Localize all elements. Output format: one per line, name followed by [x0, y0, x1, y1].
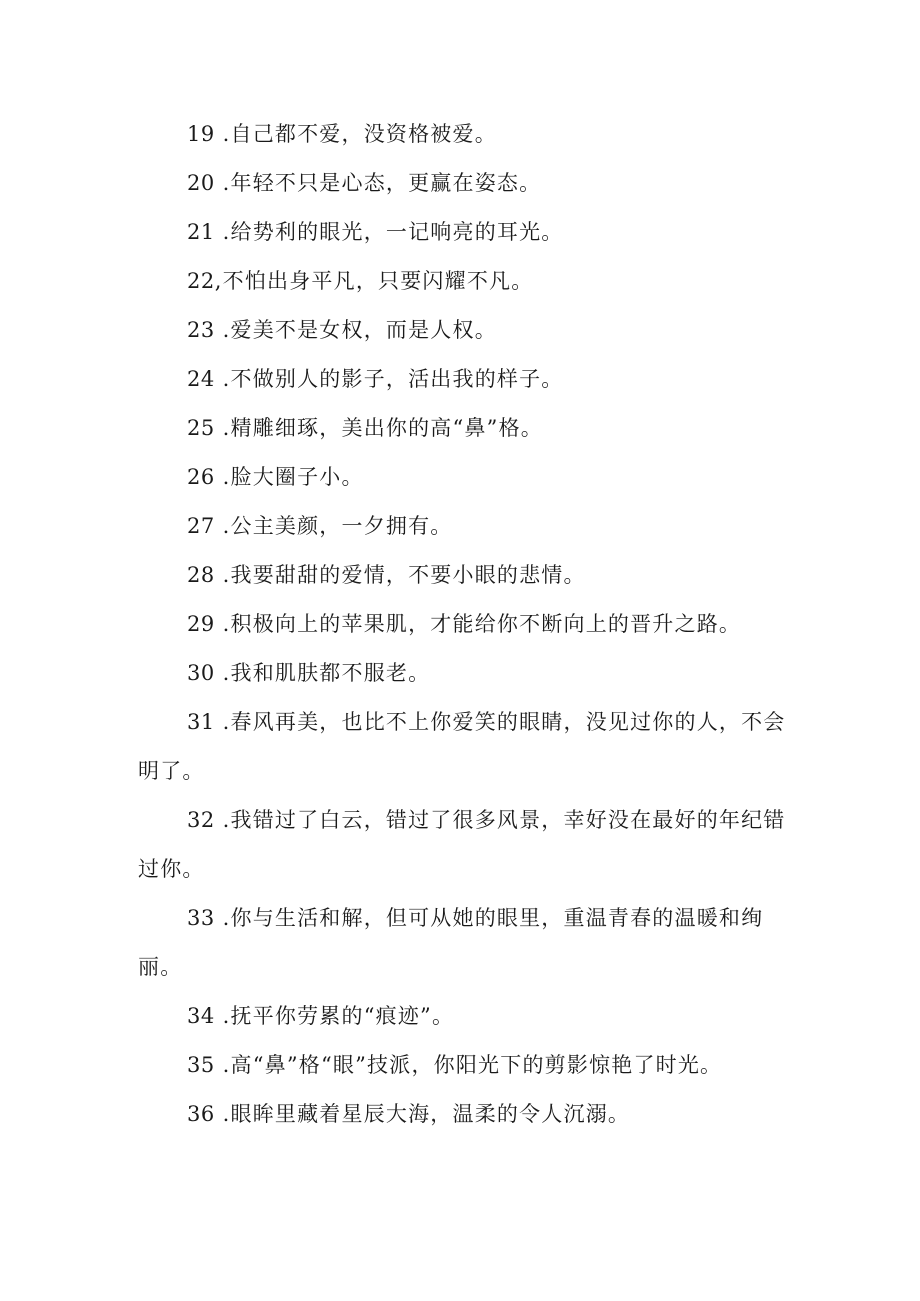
item-text: 年轻不只是心态，更赢在姿态。	[230, 171, 542, 195]
item-separator: .	[214, 563, 231, 587]
item-separator: .	[214, 220, 231, 244]
item-number: 22	[187, 269, 215, 293]
item-separator: .	[214, 612, 231, 636]
list-item	[0, 1090, 920, 1139]
item-separator: .	[214, 661, 231, 685]
item-number: 32	[187, 808, 215, 832]
item-text: 自己都不爱，没资格被爱。	[230, 122, 497, 146]
item-number: 35	[187, 1053, 215, 1077]
item-text: 眼眸里藏着星辰大海，温柔的令人沉溺。	[230, 1102, 631, 1126]
list-item	[0, 894, 920, 992]
list-item	[0, 551, 920, 600]
list-item	[0, 796, 920, 894]
item-text: 精雕细琢，美出你的高“鼻”格。	[230, 416, 543, 440]
item-text: 公主美颜，一夕拥有。	[230, 514, 453, 538]
item-text: 春风再美，也比不上你爱笑的眼睛，没见过你的人，不会明了。	[138, 710, 786, 783]
item-text: 积极向上的苹果肌，才能给你不断向上的晋升之路。	[230, 612, 742, 636]
item-separator: .	[214, 514, 231, 538]
item-number: 25	[187, 416, 215, 440]
list-item	[0, 355, 920, 404]
list-item	[0, 208, 920, 257]
item-separator: .	[214, 808, 231, 832]
item-number: 29	[187, 612, 215, 636]
item-separator: .	[214, 171, 231, 195]
item-text: 给势利的眼光，一记响亮的耳光。	[230, 220, 564, 244]
item-text: 不怕出身平凡，只要闪耀不凡。	[222, 269, 534, 293]
item-number: 19	[187, 122, 215, 146]
list-item	[0, 110, 920, 159]
item-separator: .	[214, 122, 231, 146]
item-number: 33	[187, 906, 215, 930]
item-text: 我和肌肤都不服老。	[230, 661, 431, 685]
item-text: 我要甜甜的爱情，不要小眼的悲情。	[230, 563, 586, 587]
item-separator: .	[214, 367, 231, 391]
item-number: 21	[187, 220, 215, 244]
list-item	[0, 1041, 920, 1090]
list-item	[0, 306, 920, 355]
item-number: 26	[187, 465, 215, 489]
item-text: 脸大圈子小。	[230, 465, 364, 489]
item-number: 31	[187, 710, 215, 734]
list-item	[0, 698, 920, 796]
item-separator: .	[214, 318, 231, 342]
list-item	[0, 600, 920, 649]
item-separator: .	[214, 465, 231, 489]
item-text: 高“鼻”格“眼”技派，你阳光下的剪影惊艳了时光。	[230, 1053, 723, 1077]
item-text: 不做别人的影子，活出我的样子。	[230, 367, 564, 391]
item-text: 抚平你劳累的“痕迹”。	[230, 1004, 455, 1028]
item-separator: .	[214, 1053, 231, 1077]
item-text: 爱美不是女权，而是人权。	[230, 318, 497, 342]
list-item	[0, 992, 920, 1041]
slogan-list	[0, 110, 920, 1139]
item-number: 20	[187, 171, 215, 195]
item-number: 30	[187, 661, 215, 685]
list-item	[0, 502, 920, 551]
list-item	[0, 453, 920, 502]
item-separator: .	[214, 416, 231, 440]
item-number: 24	[187, 367, 215, 391]
list-item	[0, 404, 920, 453]
item-text: 我错过了白云，错过了很多风景，幸好没在最好的年纪错过你。	[138, 808, 786, 881]
item-separator: .	[214, 906, 231, 930]
item-text: 你与生活和解，但可从她的眼里，重温青春的温暖和绚丽。	[138, 906, 764, 979]
list-item	[0, 159, 920, 208]
item-separator: .	[214, 1004, 231, 1028]
item-number: 28	[187, 563, 215, 587]
item-number: 27	[187, 514, 215, 538]
item-number: 23	[187, 318, 215, 342]
list-item	[0, 257, 920, 306]
item-number: 34	[187, 1004, 215, 1028]
item-separator: .	[214, 1102, 231, 1126]
list-item	[0, 649, 920, 698]
item-separator: ,	[214, 269, 223, 293]
item-separator: .	[214, 710, 231, 734]
item-number: 36	[187, 1102, 215, 1126]
